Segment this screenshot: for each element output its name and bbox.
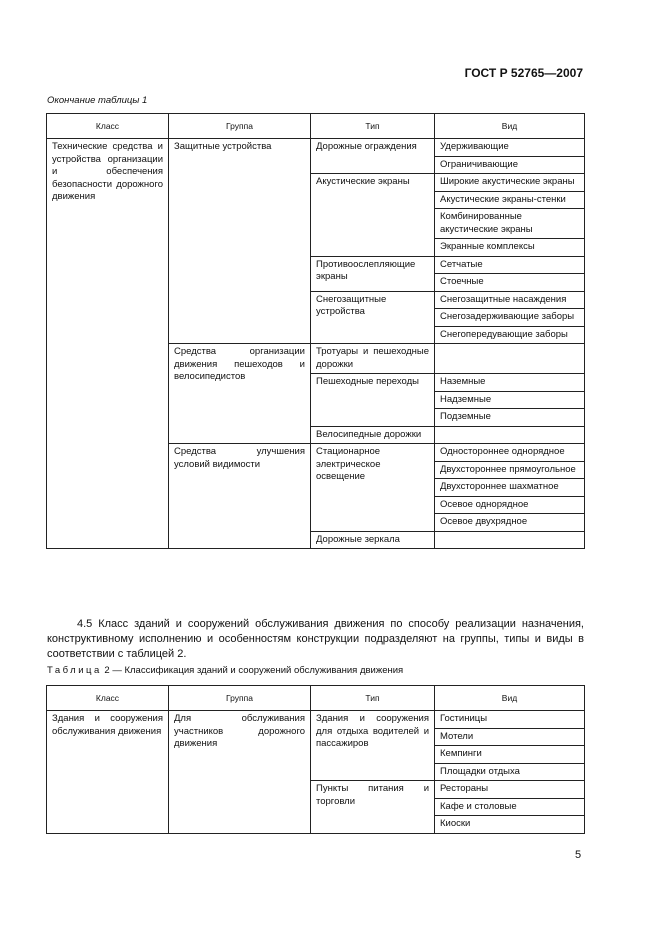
table1-kind-cell: Снегозащитные насаждения: [435, 291, 585, 309]
table2-header-type: Тип: [311, 686, 435, 711]
table1-type-cell: Дорожные ограждения: [311, 139, 435, 174]
table1-class-cell: Технические средства и устройства организации и обеспечения безопасности дорожного движения: [47, 139, 169, 549]
table2-caption-word: Таблица: [47, 665, 102, 676]
table1-body: [47, 139, 585, 549]
table2-group-cell: Для обслуживания участников дорожного движения: [169, 711, 311, 834]
table1-type-cell: Акустические экраны: [311, 174, 435, 257]
table1-kind-cell: Снегопередувающие заборы: [435, 326, 585, 344]
page-number: 5: [575, 849, 582, 861]
table1-kind-cell: Сетчатые: [435, 256, 585, 274]
table2-kind-cell: Рестораны: [435, 781, 585, 799]
table1-type-cell: Снегозащитные устройства: [311, 291, 435, 344]
table1-kind-cell: Комбинированные акустические экраны: [435, 209, 585, 239]
table1-group-cell: Средства организации движения пешеходов и велосипедистов: [169, 344, 311, 444]
table2-type-cell: Здания и сооружения для отдыха водителей и пассажиров: [311, 711, 435, 781]
table2-kind-cell: Кемпинги: [435, 746, 585, 764]
table1-kind-cell: Стоечные: [435, 274, 585, 292]
table2-body: [47, 711, 585, 834]
table1-kind-cell: Осевое однорядное: [435, 496, 585, 514]
table1-header-class: Класс: [47, 114, 169, 139]
table1-caption: Окончание таблицы 1: [47, 95, 148, 106]
table2-class-cell: Здания и сооружения обслуживания движения: [47, 711, 169, 834]
table1-group-cell: Средства улучшения условий видимости: [169, 444, 311, 549]
table1-kind-cell: Удерживающие: [435, 139, 585, 157]
table1-type-cell: Пешеходные переходы: [311, 374, 435, 427]
table1-kind-cell: [435, 426, 585, 444]
table2-kind-cell: Киоски: [435, 816, 585, 834]
table1-type-cell: Противоослепляющие экраны: [311, 256, 435, 291]
table1-kind-cell: Акустические экраны-стенки: [435, 191, 585, 209]
table-row: [47, 711, 585, 729]
table1-type-cell: Тротуары и пешеходные дорожки: [311, 344, 435, 374]
table2-type-cell: Пункты питания и торговли: [311, 781, 435, 834]
table1-kind-cell: Двухстороннее прямоугольное: [435, 461, 585, 479]
table1-kind-cell: Наземные: [435, 374, 585, 392]
document-code: ГОСТ Р 52765—2007: [464, 66, 583, 80]
table2-kind-cell: Мотели: [435, 728, 585, 746]
table1-kind-cell: Одностороннее однорядное: [435, 444, 585, 462]
table2-header-kind: Вид: [435, 686, 585, 711]
table1-kind-cell: Двухстороннее шахматное: [435, 479, 585, 497]
table1-kind-cell: Экранные комплексы: [435, 239, 585, 257]
table1-kind-cell: [435, 344, 585, 374]
table1-kind-cell: Подземные: [435, 409, 585, 427]
table1-type-cell: Велосипедные дорожки: [311, 426, 435, 444]
table2-caption-title: — Классификация зданий и сооружений обслуживания движения: [112, 665, 404, 676]
table1-group-cell: Защитные устройства: [169, 139, 311, 344]
table1-header-type: Тип: [311, 114, 435, 139]
table1-kind-cell: Снегозадерживающие заборы: [435, 309, 585, 327]
table1-type-cell: Дорожные зеркала: [311, 531, 435, 549]
table1-header-group: Группа: [169, 114, 311, 139]
table2-header-class: Класс: [47, 686, 169, 711]
table2-caption-number: 2: [104, 665, 110, 676]
table1-kind-cell: Осевое двухрядное: [435, 514, 585, 532]
table2-kind-cell: Гостиницы: [435, 711, 585, 729]
table1-type-cell: Стационарное электрическое освещение: [311, 444, 435, 532]
paragraph-4-5: 4.5 Класс зданий и сооружений обслуживания движения по способу реализации назначения, конструктивному исполнению и особенностям конструкции подразделяют на группы, типы и виды в соответствии с таблицей 2.: [47, 618, 584, 660]
table2: [46, 685, 585, 834]
table1: [46, 113, 585, 549]
table1-kind-cell: [435, 531, 585, 549]
table2-kind-cell: Площадки отдыха: [435, 763, 585, 781]
table1-kind-cell: Широкие акустические экраны: [435, 174, 585, 192]
table1-header-kind: Вид: [435, 114, 585, 139]
table1-kind-cell: Ограничивающие: [435, 156, 585, 174]
table1-kind-cell: Надземные: [435, 391, 585, 409]
table2-caption: [47, 665, 403, 676]
table2-kind-cell: Кафе и столовые: [435, 798, 585, 816]
table-row: [47, 139, 585, 157]
table2-header-group: Группа: [169, 686, 311, 711]
